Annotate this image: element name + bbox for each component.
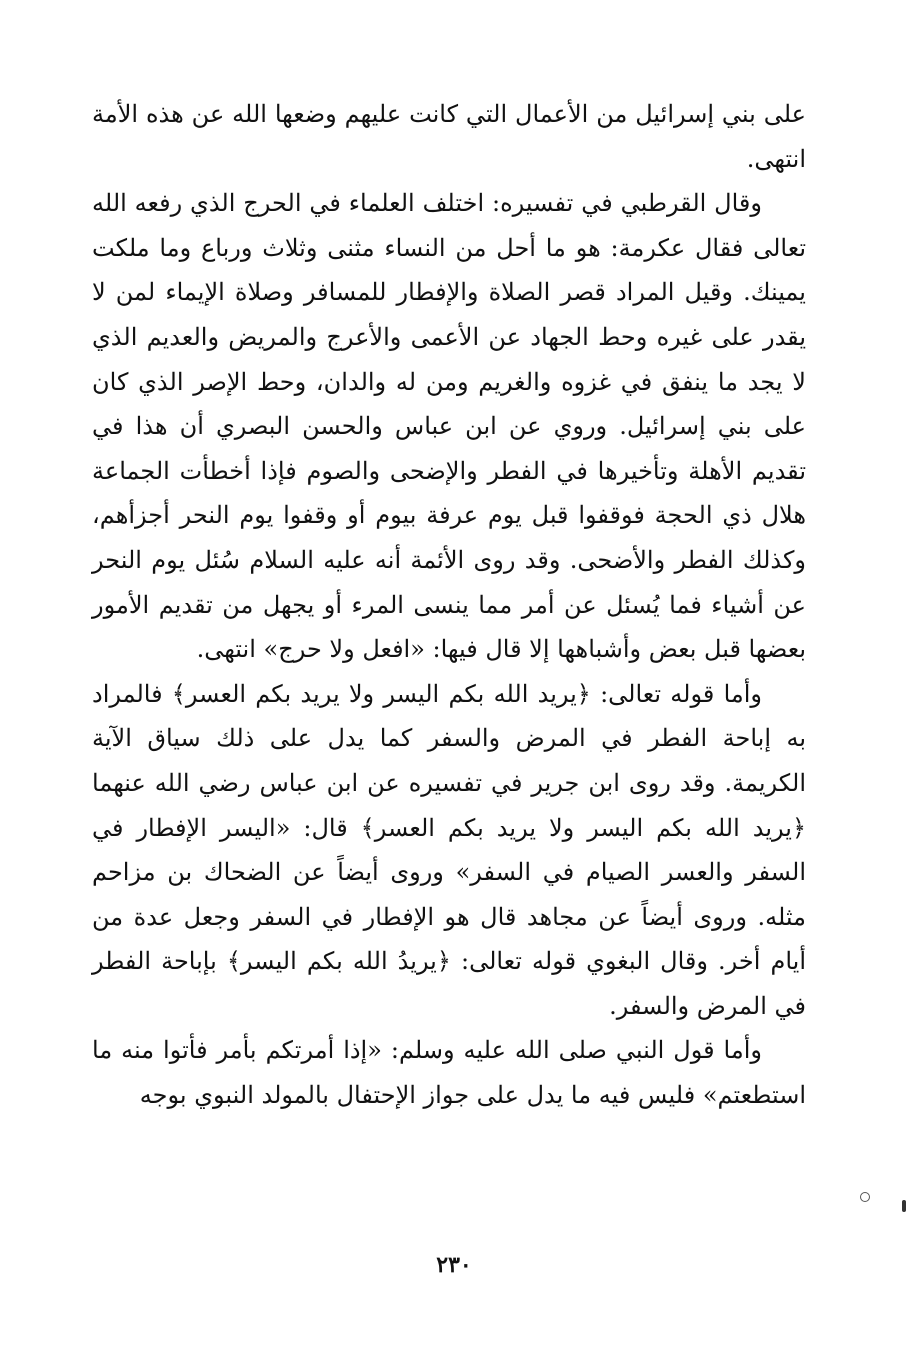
margin-circle-mark <box>860 1192 870 1202</box>
paragraph-4: وأما قول النبي صلى الله عليه وسلم: «إذا أمرتكم بأمر فأتوا منه ما استطعتم» فليس فيه ما يدل على جواز الإحتفال بالمولد النبوي بوجه <box>92 1036 806 1110</box>
page-number: ٢٣٠ <box>436 1252 472 1278</box>
paragraph-1: على بني إسرائيل من الأعمال التي كانت عليهم وضعها الله عن هذه الأمة انتهى. <box>92 100 806 173</box>
edge-ink-mark <box>902 1200 906 1212</box>
paragraph-3: وأما قوله تعالى: ﴿يريد الله بكم اليسر ولا يريد بكم العسر﴾ فالمراد به إباحة الفطر في المرض والسفر كما يدل على ذلك سياق الآية الكريمة. وقد روى ابن جرير في تفسيره عن ابن عباس رضي الله عنهما ﴿يريد الله بكم اليسر ولا يريد بكم العسر﴾ قال: «اليسر الإفطار في السفر والعسر الصيام في السفر» وروى أيضاً عن الضحاك بن مزاحم مثله. وروى أيضاً عن مجاهد قال هو الإفطار في السفر وجعل عدة من أيام أخر. وقال البغوي قوله تعالى: ﴿يريدُ الله بكم اليسر﴾ بإباحة الفطر في المرض والسفر. <box>92 679 807 1020</box>
body-text <box>92 92 806 1118</box>
paragraph-2: وقال القرطبي في تفسيره: اختلف العلماء في الحرج الذي رفعه الله تعالى فقال عكرمة: هو ما أحل من النساء مثنى وثلاث ورباع وما ملكت يمينك. وقيل المراد قصر الصلاة والإفطار للمسافر وصلاة الإيماء لمن لا يقدر على غيره وحط الجهاد عن الأعمى والأعرج والمريض والعديم الذي لا يجد ما ينفق في غزوه والغريم ومن له والدان، وحط الإصر الذي كان على بني إسرائيل. وروي عن ابن عباس والحسن البصري أن هذا في تقديم الأهلة وتأخيرها في الفطر والإضحى والصوم فإذا أخطأت الجماعة هلال ذي الحجة فوقفوا قبل يوم عرفة بيوم أو وقفوا يوم النحر أجزأهم، وكذلك الفطر والأضحى. وقد روى الأئمة أنه عليه السلام سُئل يوم النحر عن أشياء فما يُسئل عن أمر مما ينسى المرء أو يجهل من تقديم الأمور بعضها قبل بعض وأشباهها إلا قال فيها: «افعل ولا حرج» انتهى. <box>92 189 806 664</box>
